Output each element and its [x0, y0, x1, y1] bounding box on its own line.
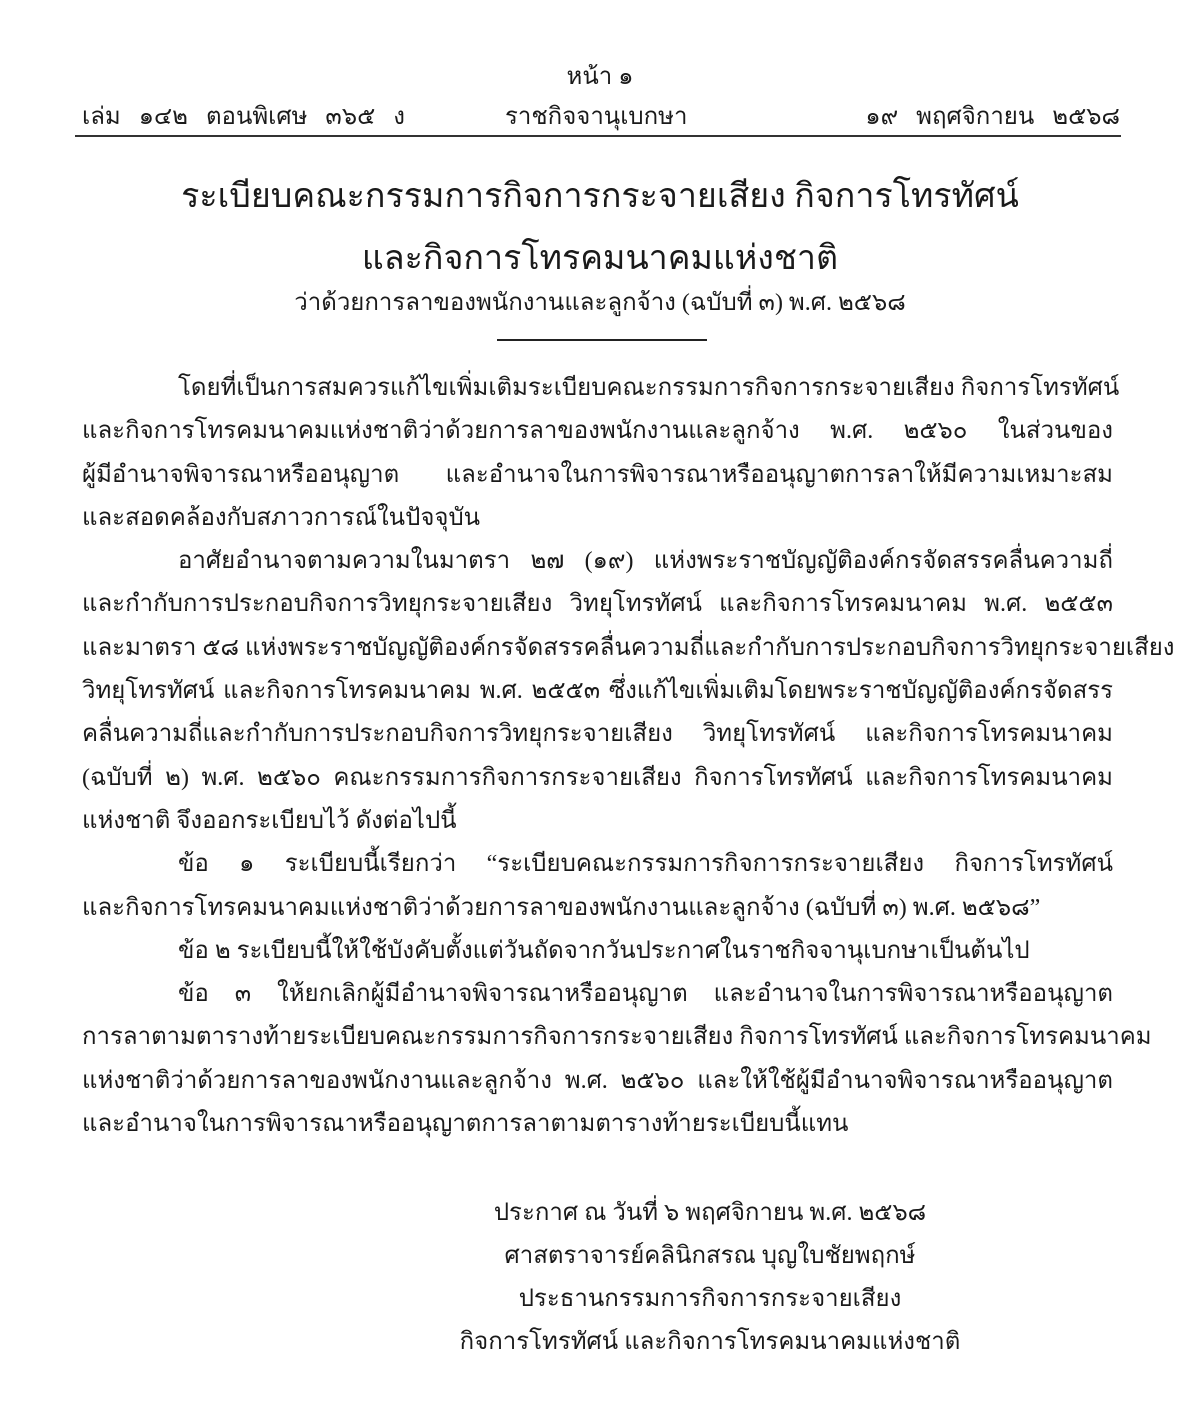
- body-line: คลื่นความถี่และกำกับการประกอบกิจการวิทยุกระจายเสียง วิทยุโทรทัศน์ และกิจการโทรคมนาคม: [82, 721, 1113, 748]
- signatory-position-line2: กิจการโทรทัศน์ และกิจการโทรคมนาคมแห่งชาติ: [459, 1329, 961, 1355]
- body-line: และกำกับการประกอบกิจการวิทยุกระจายเสียง วิทยุโทรทัศน์ และกิจการโทรคมนาคม พ.ศ. ๒๕๕๓: [82, 591, 1113, 618]
- document-title-line1: ระเบียบคณะกรรมการกิจการกระจายเสียง กิจการโทรทัศน์: [181, 178, 1019, 215]
- body-line: (ฉบับที่ ๒) พ.ศ. ๒๕๖๐ คณะกรรมการกิจการกระจายเสียง กิจการโทรทัศน์ และกิจการโทรคมนาคม: [82, 764, 1113, 791]
- body-line: และมาตรา ๕๘ แห่งพระราชบัญญัติองค์กรจัดสรรคลื่นความถี่และกำกับการประกอบกิจการวิทยุกระจายเสียง: [82, 634, 1175, 661]
- gazette-date: ๑๙ พฤศจิกายน ๒๕๖๘: [865, 104, 1120, 130]
- gazette-name: ราชกิจจานุเบกษา: [505, 104, 688, 130]
- signatory-name: ศาสตราจารย์คลินิกสรณ บุญใบชัยพฤกษ์: [504, 1243, 916, 1269]
- body-line: วิทยุโทรทัศน์ และกิจการโทรคมนาคม พ.ศ. ๒๕๕๓ ซึ่งแก้ไขเพิ่มเติมโดยพระราชบัญญัติองค์กรจัดสรร: [82, 678, 1113, 705]
- title-divider: [497, 339, 707, 341]
- body-line: และกิจการโทรคมนาคมแห่งชาติว่าด้วยการลาของพนักงานและลูกจ้าง พ.ศ. ๒๕๖๐ ในส่วนของ: [82, 418, 1113, 445]
- body-line: และกิจการโทรคมนาคมแห่งชาติว่าด้วยการลาของพนักงานและลูกจ้าง (ฉบับที่ ๓) พ.ศ. ๒๕๖๘”: [82, 894, 1041, 921]
- page-number: หน้า ๑: [566, 64, 634, 90]
- body-line: ข้อ ๑ ระเบียบนี้เรียกว่า “ระเบียบคณะกรรมการกิจการกระจายเสียง กิจการโทรทัศน์: [178, 851, 1113, 878]
- document-body: [82, 367, 1175, 1146]
- body-line: แห่งชาติ จึงออกระเบียบไว้ ดังต่อไปนี้: [82, 807, 457, 834]
- document-title-line2: และกิจการโทรคมนาคมแห่งชาติ: [361, 240, 839, 277]
- document-subtitle: ว่าด้วยการลาของพนักงานและลูกจ้าง (ฉบับที่ ๓) พ.ศ. ๒๕๖๘: [294, 290, 906, 316]
- body-line: อาศัยอำนาจตามความในมาตรา ๒๗ (๑๙) แห่งพระราชบัญญัติองค์กรจัดสรรคลื่นความถี่: [178, 548, 1113, 575]
- announcement-date: ประกาศ ณ วันที่ ๖ พฤศจิกายน พ.ศ. ๒๕๖๘: [493, 1200, 927, 1226]
- body-line: ข้อ ๒ ระเบียบนี้ให้ใช้บังคับตั้งแต่วันถัดจากวันประกาศในราชกิจจานุเบกษาเป็นต้นไป: [178, 937, 1030, 964]
- body-line: การลาตามตารางท้ายระเบียบคณะกรรมการกิจการกระจายเสียง กิจการโทรทัศน์ และกิจการโทรคมนาคม: [82, 1024, 1152, 1051]
- signatory-position-line1: ประธานกรรมการกิจการกระจายเสียง: [518, 1286, 902, 1312]
- body-line: และอำนาจในการพิจารณาหรืออนุญาตการลาตามตารางท้ายระเบียบนี้แทน: [82, 1111, 849, 1138]
- body-line: แห่งชาติว่าด้วยการลาของพนักงานและลูกจ้าง พ.ศ. ๒๕๖๐ และให้ใช้ผู้มีอำนาจพิจารณาหรืออนุญาต: [82, 1067, 1113, 1094]
- header-divider: [75, 135, 1121, 137]
- gazette-volume: เล่ม ๑๔๒ ตอนพิเศษ ๓๖๕ ง: [82, 104, 405, 130]
- body-line: ผู้มีอำนาจพิจารณาหรืออนุญาต และอำนาจในการพิจารณาหรืออนุญาตการลาให้มีความเหมาะสม: [82, 461, 1113, 488]
- body-line: โดยที่เป็นการสมควรแก้ไขเพิ่มเติมระเบียบคณะกรรมการกิจการกระจายเสียง กิจการโทรทัศน์: [178, 375, 1120, 401]
- body-line: และสอดคล้องกับสภาวการณ์ในปัจจุบัน: [82, 504, 481, 531]
- body-line: ข้อ ๓ ให้ยกเลิกผู้มีอำนาจพิจารณาหรืออนุญาต และอำนาจในการพิจารณาหรืออนุญาต: [178, 981, 1113, 1008]
